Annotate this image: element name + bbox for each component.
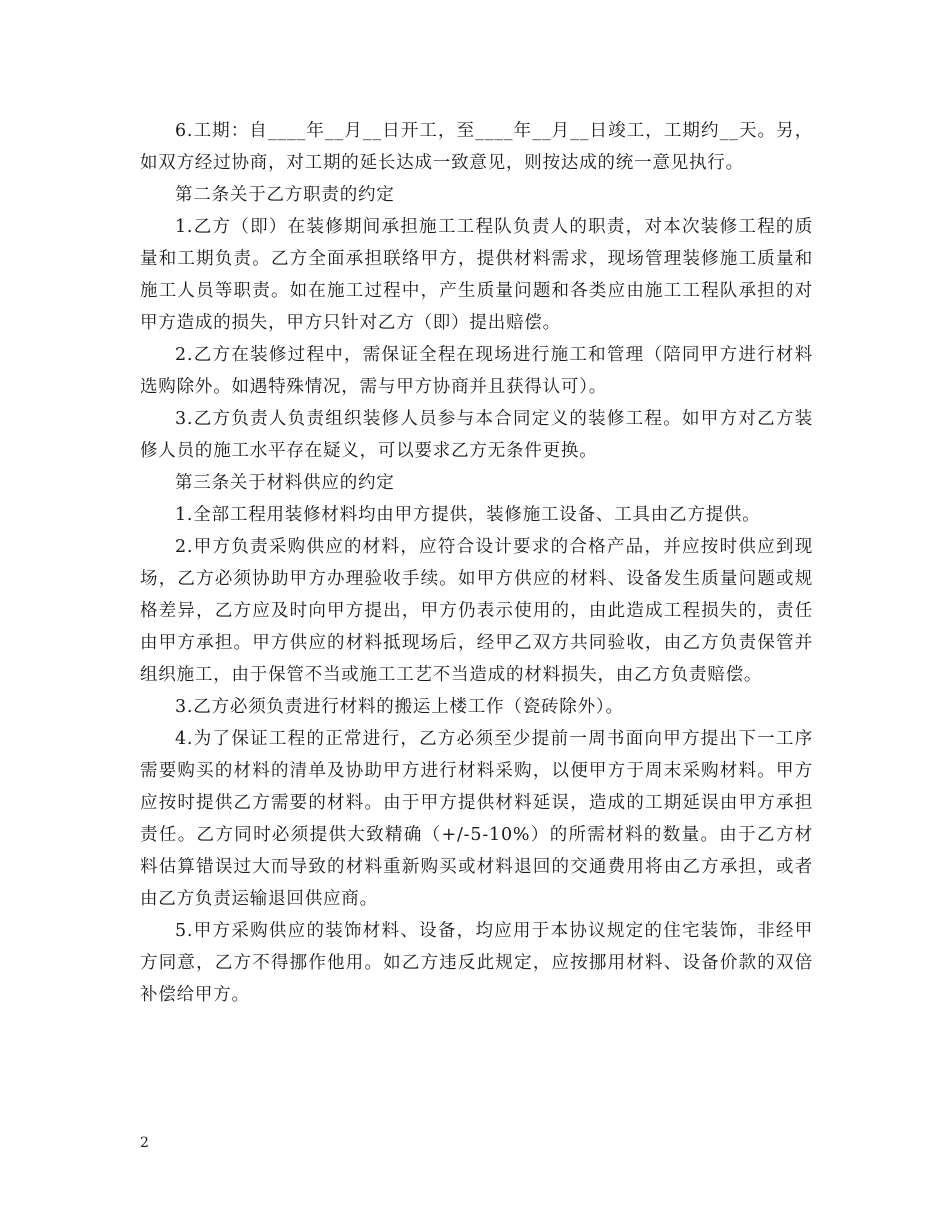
article-2-heading: 第二条关于乙方职责的约定 — [175, 185, 395, 205]
clause-3-5: 5.甲方采购供应的装饰材料、设备，均应用于本协议规定的住宅装饰，非经甲方同意，乙方不得挪作他用。如乙方违反此规定，应按挪用材料、设备价款的双倍补偿给甲方。 — [140, 921, 813, 1005]
clause-2-1: 1.乙方（即）在装修期间承担施工工程队负责人的职责，对本次装修工程的质量和工期负责。乙方全面承担联络甲方，提供材料需求，现场管理装修施工质量和施工人员等职责。如在施工过程中，产生质量问题和各类应由施工工程队承担的对甲方造成的损失，甲方只针对乙方（即）提出赔偿。 — [140, 217, 813, 333]
clause-3-1: 1.全部工程用装修材料均由甲方提供，装修施工设备、工具由乙方提供。 — [175, 505, 761, 525]
clause-3-3: 3.乙方必须负责进行材料的搬运上楼工作（瓷砖除外）。 — [175, 697, 624, 717]
clause-3-2: 2.甲方负责采购供应的材料，应符合设计要求的合格产品，并应按时供应到现场，乙方必须协助甲方办理验收手续。如甲方供应的材料、设备发生质量问题或规格差异，乙方应及时向甲方提出，甲方仍表示使用的，由此造成工程损失的，责任由甲方承担。甲方供应的材料抵现场后，经甲乙双方共同验收，由乙方负责保管并组织施工，由于保管不当或施工工艺不当造成的材料损失，由乙方负责赔偿。 — [140, 537, 813, 685]
clause-2-3: 3.乙方负责人负责组织装修人员参与本合同定义的装修工程。如甲方对乙方装修人员的施工水平存在疑义，可以要求乙方无条件更换。 — [140, 409, 813, 461]
article-3-heading: 第三条关于材料供应的约定 — [175, 473, 395, 493]
clause-2-2: 2.乙方在装修过程中，需保证全程在现场进行施工和管理（陪同甲方进行材料选购除外。如遇特殊情况，需与甲方协商并且获得认可）。 — [140, 345, 813, 397]
clause-3-4: 4.为了保证工程的正常进行，乙方必须至少提前一周书面向甲方提出下一工序需要购买的材料的清单及协助甲方进行材料采购，以便甲方于周末采购材料。甲方应按时提供乙方需要的材料。由于甲方提供材料延误，造成的工期延误由甲方承担责任。乙方同时必须提供大致精确（+/-5-10%）的所需材料的数量。由于乙方材料估算错误过大而导致的材料重新购买或材料退回的交通费用将由乙方承担，或者由乙方负责运输退回供应商。 — [140, 729, 813, 909]
document-body — [140, 115, 813, 1011]
clause-1-6-construction-period: 6.工期：自____年__月__日开工，至____年__月__日竣工，工期约__天。另，如双方经过协商，对工期的延长达成一致意见，则按达成的统一意见执行。 — [140, 121, 813, 173]
page-number: 2 — [140, 1135, 149, 1151]
